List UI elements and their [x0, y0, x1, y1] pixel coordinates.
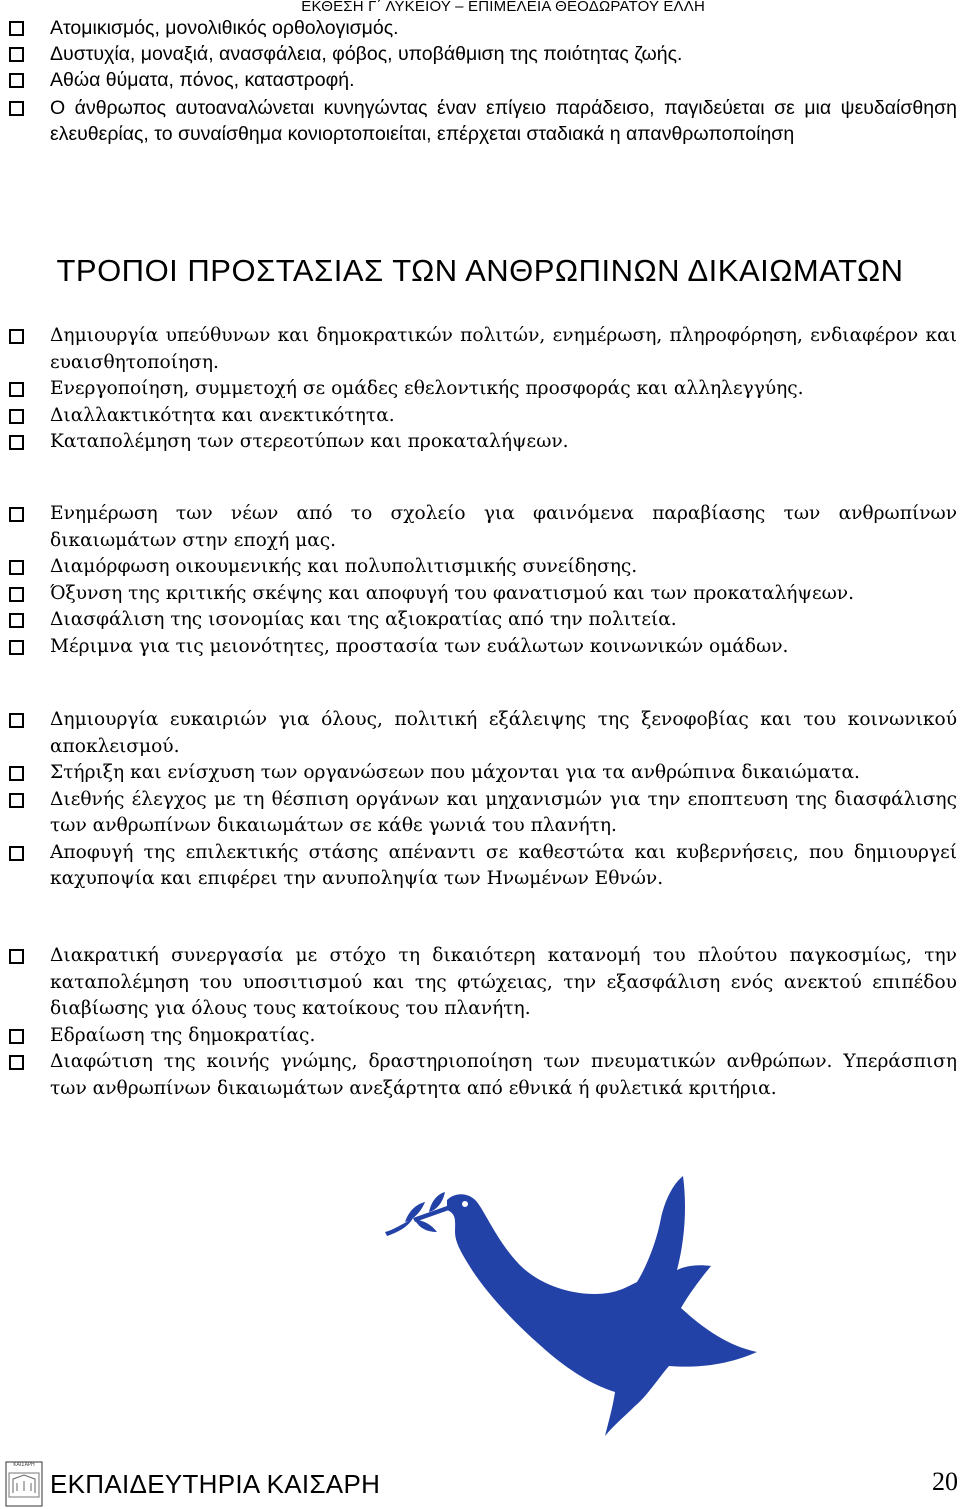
checkbox-bullet-icon — [9, 435, 24, 450]
measures-list-3 — [0, 707, 960, 893]
intro-list — [0, 15, 960, 147]
checkbox-bullet-icon — [9, 101, 24, 116]
page-number: 20 — [932, 1467, 958, 1496]
list-item: Καταπολέμηση των στερεοτύπων και προκαταλήψεων. — [0, 429, 960, 456]
list-item: Ατομικισμός, μονολιθικός ορθολογισμός. — [0, 15, 960, 41]
checkbox-bullet-icon — [9, 560, 24, 575]
list-item: Διαφώτιση της κοινής γνώμης, δραστηριοποίηση των πνευματικών ανθρώπων. Υπεράσπιση των ανθρωπίνων δικαιωμάτων ανεξάρτητα από εθνικά ή φυλετικά κριτήρια. — [0, 1049, 960, 1102]
list-item: Ενημέρωση των νέων από το σχολείο για φαινόμενα παραβίασης των ανθρωπίνων δικαιωμάτων στην εποχή μας. — [0, 501, 960, 554]
checkbox-bullet-icon — [9, 382, 24, 397]
measures-list-4 — [0, 943, 960, 1102]
dove-shape — [385, 1176, 757, 1436]
checkbox-bullet-icon — [9, 329, 24, 344]
list-item: Διασφάλιση της ισονομίας και της αξιοκρατίας από την πολιτεία. — [0, 607, 960, 634]
section-heading: ΤΡΟΠΟΙ ΠΡΟΣΤΑΣΙΑΣ ΤΩΝ ΑΝΘΡΩΠΙΝΩΝ ΔΙΚΑΙΩΜΑΤΩΝ — [56, 253, 904, 288]
list-item: Δημιουργία υπεύθυνων και δημοκρατικών πολιτών, ενημέρωση, πληροφόρηση, ενδιαφέρον και ευαισθητοποίηση. — [0, 323, 960, 376]
list-item: Ενεργοποίηση, συμμετοχή σε ομάδες εθελοντικής προσφοράς και αλληλεγγύης. — [0, 376, 960, 403]
list-item: Δυστυχία, μοναξιά, ανασφάλεια, φόβος, υποβάθμιση της ποιότητας ζωής. — [0, 41, 960, 67]
page-header: ΕΚΘΕΣΗ Γ΄ ΛΥΚΕΙΟΥ – ΕΠΙΜΕΛΕΙΑ ΘΕΟΔΩΡΑΤΟΥ ΕΛΛΗ — [301, 0, 705, 15]
list-item: Ο άνθρωπος αυτοαναλώνεται κυνηγώντας έναν επίγειο παράδεισο, παγιδεύεται σε μια ψευδαίσθηση ελευθερίας, το συναίσθημα κονιορτοποιείται, επέρχεται σταδιακά η απανθρωποποίηση — [0, 95, 960, 147]
list-item: Αθώα θύματα, πόνος, καταστροφή. — [0, 67, 960, 93]
list-item: Δημιουργία ευκαιριών για όλους, πολιτική εξάλειψης της ξενοφοβίας και του κοινωνικού αποκλεισμού. — [0, 707, 960, 760]
checkbox-bullet-icon — [9, 846, 24, 861]
checkbox-bullet-icon — [9, 1029, 24, 1044]
checkbox-bullet-icon — [9, 47, 24, 62]
checkbox-bullet-icon — [9, 640, 24, 655]
checkbox-bullet-icon — [9, 793, 24, 808]
list-item: Διακρατική συνεργασία με στόχο τη δικαιότερη κατανομή του πλούτου παγκοσμίως, την καταπολέμηση του υποσιτισμού και της φτώχειας, την εξασφάλιση ενός ανεκτού επιπέδου διαβίωσης για όλους τους κατοίκους του πλανήτη. — [0, 943, 960, 1023]
checkbox-bullet-icon — [9, 613, 24, 628]
list-item: Στήριξη και ενίσχυση των οργανώσεων που μάχονται για τα ανθρώπινα δικαιώματα. — [0, 760, 960, 787]
checkbox-bullet-icon — [9, 713, 24, 728]
measures-list-1 — [0, 323, 960, 456]
list-item: Εδραίωση της δημοκρατίας. — [0, 1023, 960, 1050]
dove-eye — [462, 1201, 468, 1207]
list-item: Μέριμνα για τις μειονότητες, προστασία των ευάλωτων κοινωνικών ομάδων. — [0, 634, 960, 661]
checkbox-bullet-icon — [9, 949, 24, 964]
checkbox-bullet-icon — [9, 587, 24, 602]
peace-dove-icon — [385, 1170, 765, 1440]
list-item: Διαμόρφωση οικουμενικής και πολυπολιτισμικής συνείδησης. — [0, 554, 960, 581]
list-item: Διαλλακτικότητα και ανεκτικότητα. — [0, 403, 960, 430]
footer-title: ΕΚΠΑΙΔΕΥΤΗΡΙΑ ΚΑΙΣΑΡΗ — [50, 1469, 381, 1499]
checkbox-bullet-icon — [9, 409, 24, 424]
checkbox-bullet-icon — [9, 507, 24, 522]
list-item: Όξυνση της κριτικής σκέψης και αποφυγή του φανατισμού και των προκαταλήψεων. — [0, 581, 960, 608]
checkbox-bullet-icon — [9, 766, 24, 781]
measures-list-2 — [0, 501, 960, 660]
logo-text: ΚΑΙΣΑΡΗ — [13, 1462, 35, 1468]
checkbox-bullet-icon — [9, 1055, 24, 1070]
checkbox-bullet-icon — [9, 73, 24, 88]
checkbox-bullet-icon — [9, 21, 24, 36]
list-item: Αποφυγή της επιλεκτικής στάσης απέναντι σε καθεστώτα και κυβερνήσεις, που δημιουργεί καχυποψία και επιφέρει την ανυποληψία των Ηνωμένων Εθνών. — [0, 840, 960, 893]
list-item: Διεθνής έλεγχος με τη θέσπιση οργάνων και μηχανισμών για την εποπτευση της διασφάλισης των ανθρωπίνων δικαιωμάτων σε κάθε γωνιά του πλανήτη. — [0, 787, 960, 840]
